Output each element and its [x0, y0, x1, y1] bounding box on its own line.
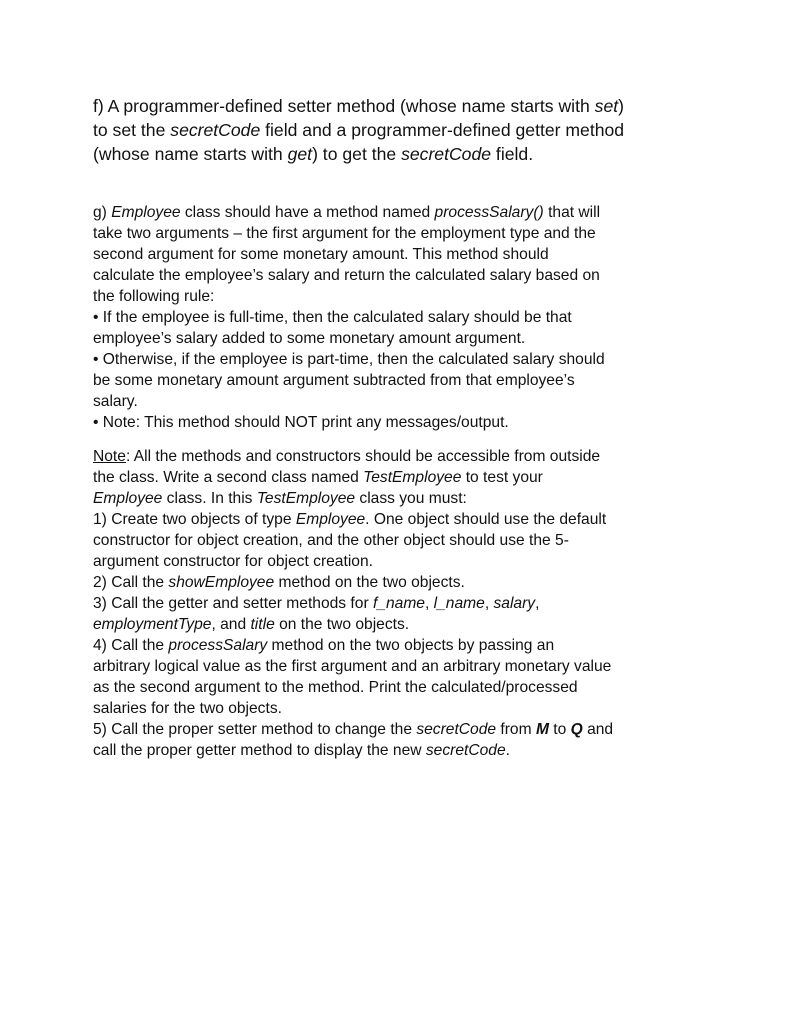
paragraph-g-line-10: salary. — [93, 393, 138, 410]
note-line-3: Employee class. In this TestEmployee class you must: — [93, 490, 467, 507]
step-4-line-2: arbitrary logical value as the first argument and an arbitrary monetary value — [93, 658, 612, 675]
step-5-line-1: 5) Call the proper setter method to change the secretCode from M to Q and — [93, 721, 614, 738]
step-2: 2) Call the showEmployee method on the two objects. — [93, 574, 465, 591]
step-5-line-2: call the proper getter method to display the new secretCode. — [93, 742, 510, 759]
note-heading: Note — [93, 448, 126, 465]
paragraph-f-line-2: to set the secretCode field and a programmer-defined getter method — [93, 120, 625, 140]
paragraph-g-line-4: calculate the employee’s salary and return the calculated salary based on — [93, 267, 600, 284]
paragraph-g-line-5: the following rule: — [93, 288, 215, 305]
bullet-full-time: • If the employee is full-time, then the calculated salary should be that — [93, 309, 572, 326]
bullet-part-time: • Otherwise, if the employee is part-time, then the calculated salary should — [93, 351, 605, 368]
paragraph-g-line-7: employee’s salary added to some monetary amount argument. — [93, 330, 526, 347]
paragraph-f — [93, 94, 733, 166]
document-page — [93, 94, 733, 759]
paragraph-g-line-2: take two arguments – the first argument for the employment type and the — [93, 225, 596, 242]
paragraph-g-line-1: g) Employee class should have a method named processSalary() that will — [93, 204, 601, 221]
paragraph-g-line-3: second argument for some monetary amount. This method should — [93, 246, 549, 263]
note-line-2: the class. Write a second class named TestEmployee to test your — [93, 469, 543, 486]
step-3-line-2: employmentType, and title on the two objects. — [93, 616, 410, 633]
paragraph-f-line-3: (whose name starts with get) to get the secretCode field. — [93, 144, 534, 164]
note-line-1: Note: All the methods and constructors should be accessible from outside — [93, 448, 601, 465]
paragraph-g-line-9: be some monetary amount argument subtracted from that employee’s — [93, 372, 575, 389]
step-4-line-3: as the second argument to the method. Print the calculated/processed — [93, 679, 578, 696]
paragraph-g — [93, 202, 733, 433]
paragraph-f-line-1: f) A programmer-defined setter method (whose name starts with set) — [93, 96, 624, 116]
step-4-line-4: salaries for the two objects. — [93, 700, 282, 717]
step-1-line-1: 1) Create two objects of type Employee. One object should use the default — [93, 511, 607, 528]
step-3-line-1: 3) Call the getter and setter methods for f_name, l_name, salary, — [93, 595, 540, 612]
step-4-line-1: 4) Call the processSalary method on the two objects by passing an — [93, 637, 555, 654]
step-1-line-2: constructor for object creation, and the other object should use the 5- — [93, 532, 569, 549]
step-1-line-3: argument constructor for object creation. — [93, 553, 373, 570]
note-section — [93, 446, 733, 761]
bullet-note: • Note: This method should NOT print any messages/output. — [93, 414, 509, 431]
